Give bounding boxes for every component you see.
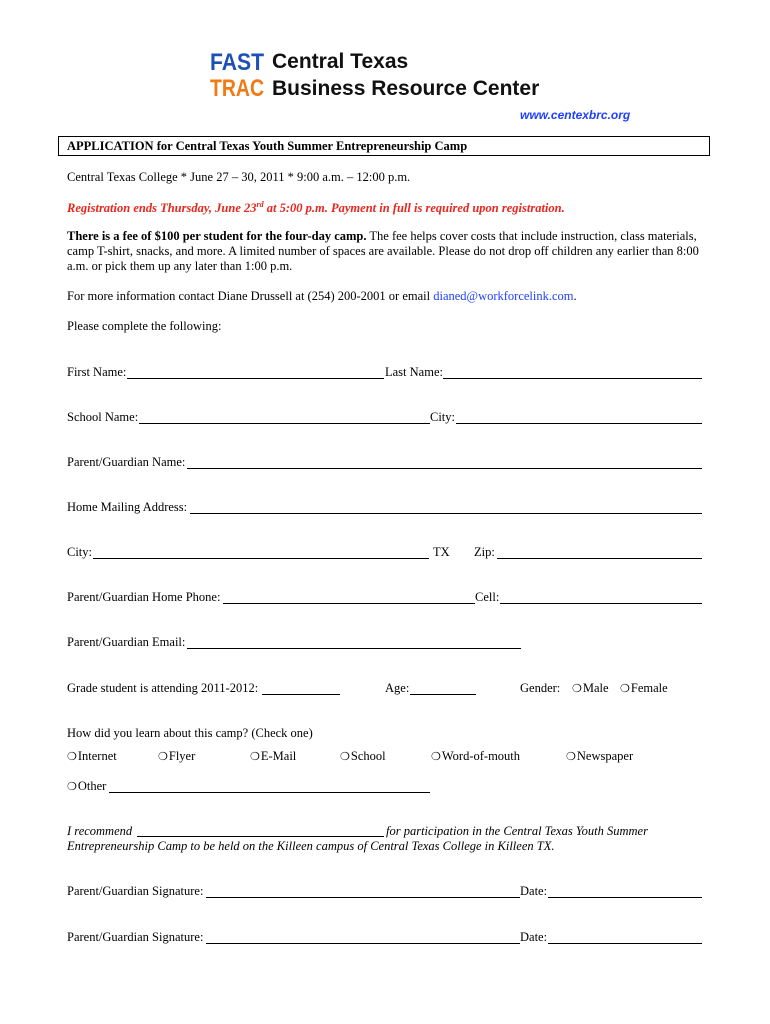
flyer-label: Flyer bbox=[168, 749, 196, 763]
contact-end: . bbox=[573, 289, 577, 303]
zip-field[interactable] bbox=[497, 558, 702, 559]
logo-text-bottom: TRAC bbox=[210, 75, 264, 102]
mailing-address-field[interactable] bbox=[190, 513, 702, 514]
other-label: Other bbox=[77, 779, 107, 793]
guardian-name-field[interactable] bbox=[187, 468, 702, 469]
gender-label: Gender: bbox=[520, 681, 561, 695]
grade-field[interactable] bbox=[262, 694, 340, 695]
signature2-label: Parent/Guardian Signature: bbox=[67, 930, 204, 944]
learn-question: How did you learn about this camp? (Check one) bbox=[67, 726, 313, 740]
city2-label: City: bbox=[67, 545, 93, 559]
city-field[interactable] bbox=[456, 423, 702, 424]
school-label: School bbox=[350, 749, 386, 763]
cell-label: Cell: bbox=[475, 590, 500, 604]
state-text: TX bbox=[433, 545, 450, 559]
email-option-label: E-Mail bbox=[260, 749, 297, 763]
option-school[interactable] bbox=[340, 749, 386, 764]
date1-field[interactable] bbox=[548, 897, 702, 898]
option-other[interactable] bbox=[67, 779, 106, 794]
signature1-field[interactable] bbox=[206, 897, 520, 898]
instruction-text: Please complete the following: bbox=[67, 319, 222, 333]
logo-text-top: FAST bbox=[210, 49, 265, 76]
female-checkbox[interactable]: ❍ bbox=[620, 682, 630, 695]
recommend-middle: for participation in the Central Texas Youth Summer bbox=[386, 824, 648, 838]
option-flyer[interactable] bbox=[158, 749, 195, 764]
fee-bold: There is a fee of $100 per student for the four-day camp. bbox=[67, 229, 367, 243]
other-field[interactable] bbox=[109, 792, 430, 793]
fee-details: The fee helps cover costs that include instruction, class materials, camp T-shirt, snacks, and more. A limited number of spaces are available. Please do not drop off children any earlier than 8:00 a.m. or pick them up any later than 1:00 p.m. bbox=[67, 229, 699, 273]
first-name-field[interactable] bbox=[127, 378, 384, 379]
guardian-name-label: Parent/Guardian Name: bbox=[67, 455, 186, 469]
internet-checkbox[interactable]: ❍ bbox=[67, 750, 77, 763]
date1-label: Date: bbox=[520, 884, 548, 898]
age-field[interactable] bbox=[410, 694, 476, 695]
registration-deadline bbox=[67, 200, 565, 216]
recommend-line2: Entrepreneurship Camp to be held on the Killeen campus of Central Texas College in Killeen TX. bbox=[67, 839, 555, 853]
org-name-line2: Business Resource Center bbox=[272, 77, 540, 100]
flyer-checkbox[interactable]: ❍ bbox=[158, 750, 168, 763]
last-name-field[interactable] bbox=[443, 378, 702, 379]
website-link[interactable]: www.centexbrc.org bbox=[520, 108, 631, 122]
first-name-label: First Name: bbox=[67, 365, 127, 379]
newspaper-checkbox[interactable]: ❍ bbox=[566, 750, 576, 763]
home-phone-field[interactable] bbox=[223, 603, 475, 604]
gender-male-option[interactable] bbox=[572, 681, 609, 696]
age-label: Age: bbox=[385, 681, 410, 695]
contact-line bbox=[67, 289, 577, 304]
form-title: APPLICATION for Central Texas Youth Summer Entrepreneurship Camp bbox=[67, 139, 468, 153]
fasttrac-logo bbox=[208, 46, 266, 100]
form-title-box bbox=[58, 136, 710, 156]
option-newspaper[interactable] bbox=[566, 749, 633, 764]
male-label: Male bbox=[582, 681, 609, 695]
option-word-of-mouth[interactable] bbox=[431, 749, 520, 764]
registration-sup: rd bbox=[256, 200, 264, 209]
org-name-line1: Central Texas bbox=[272, 50, 409, 73]
fee-paragraph bbox=[67, 229, 707, 274]
school-checkbox[interactable]: ❍ bbox=[340, 750, 350, 763]
word-of-mouth-checkbox[interactable]: ❍ bbox=[431, 750, 441, 763]
guardian-email-field[interactable] bbox=[187, 648, 521, 649]
zip-label: Zip: bbox=[474, 545, 495, 559]
internet-label: Internet bbox=[77, 749, 117, 763]
registration-text-2: at 5:00 p.m. Payment in full is required upon registration. bbox=[263, 201, 565, 216]
school-name-label: School Name: bbox=[67, 410, 139, 424]
female-label: Female bbox=[630, 681, 668, 695]
option-internet[interactable] bbox=[67, 749, 117, 764]
date2-field[interactable] bbox=[548, 943, 702, 944]
date2-label: Date: bbox=[520, 930, 548, 944]
male-checkbox[interactable]: ❍ bbox=[572, 682, 582, 695]
school-name-field[interactable] bbox=[139, 423, 430, 424]
cell-field[interactable] bbox=[500, 603, 702, 604]
grade-label: Grade student is attending 2011-2012: bbox=[67, 681, 259, 695]
gender-female-option[interactable] bbox=[620, 681, 668, 696]
other-checkbox[interactable]: ❍ bbox=[67, 780, 77, 793]
signature1-label: Parent/Guardian Signature: bbox=[67, 884, 204, 898]
city2-field[interactable] bbox=[93, 558, 429, 559]
email-checkbox[interactable]: ❍ bbox=[250, 750, 260, 763]
mailing-address-label: Home Mailing Address: bbox=[67, 500, 188, 514]
contact-text: For more information contact Diane Drussell at (254) 200-2001 or email bbox=[67, 289, 434, 303]
guardian-email-label: Parent/Guardian Email: bbox=[67, 635, 186, 649]
home-phone-label: Parent/Guardian Home Phone: bbox=[67, 590, 221, 604]
recommend-start: I recommend bbox=[67, 824, 133, 838]
recommend-name-field[interactable] bbox=[137, 836, 384, 837]
word-of-mouth-label: Word-of-mouth bbox=[441, 749, 521, 763]
signature2-field[interactable] bbox=[206, 943, 520, 944]
registration-text-1: Registration ends Thursday, June 23 bbox=[67, 201, 257, 216]
option-email[interactable] bbox=[250, 749, 296, 764]
city-label: City: bbox=[430, 410, 456, 424]
last-name-label: Last Name: bbox=[385, 365, 443, 379]
contact-email-link[interactable]: dianed@workforcelink.com bbox=[433, 289, 574, 303]
event-details: Central Texas College * June 27 – 30, 2011 * 9:00 a.m. – 12:00 p.m. bbox=[67, 170, 411, 184]
newspaper-label: Newspaper bbox=[576, 749, 634, 763]
